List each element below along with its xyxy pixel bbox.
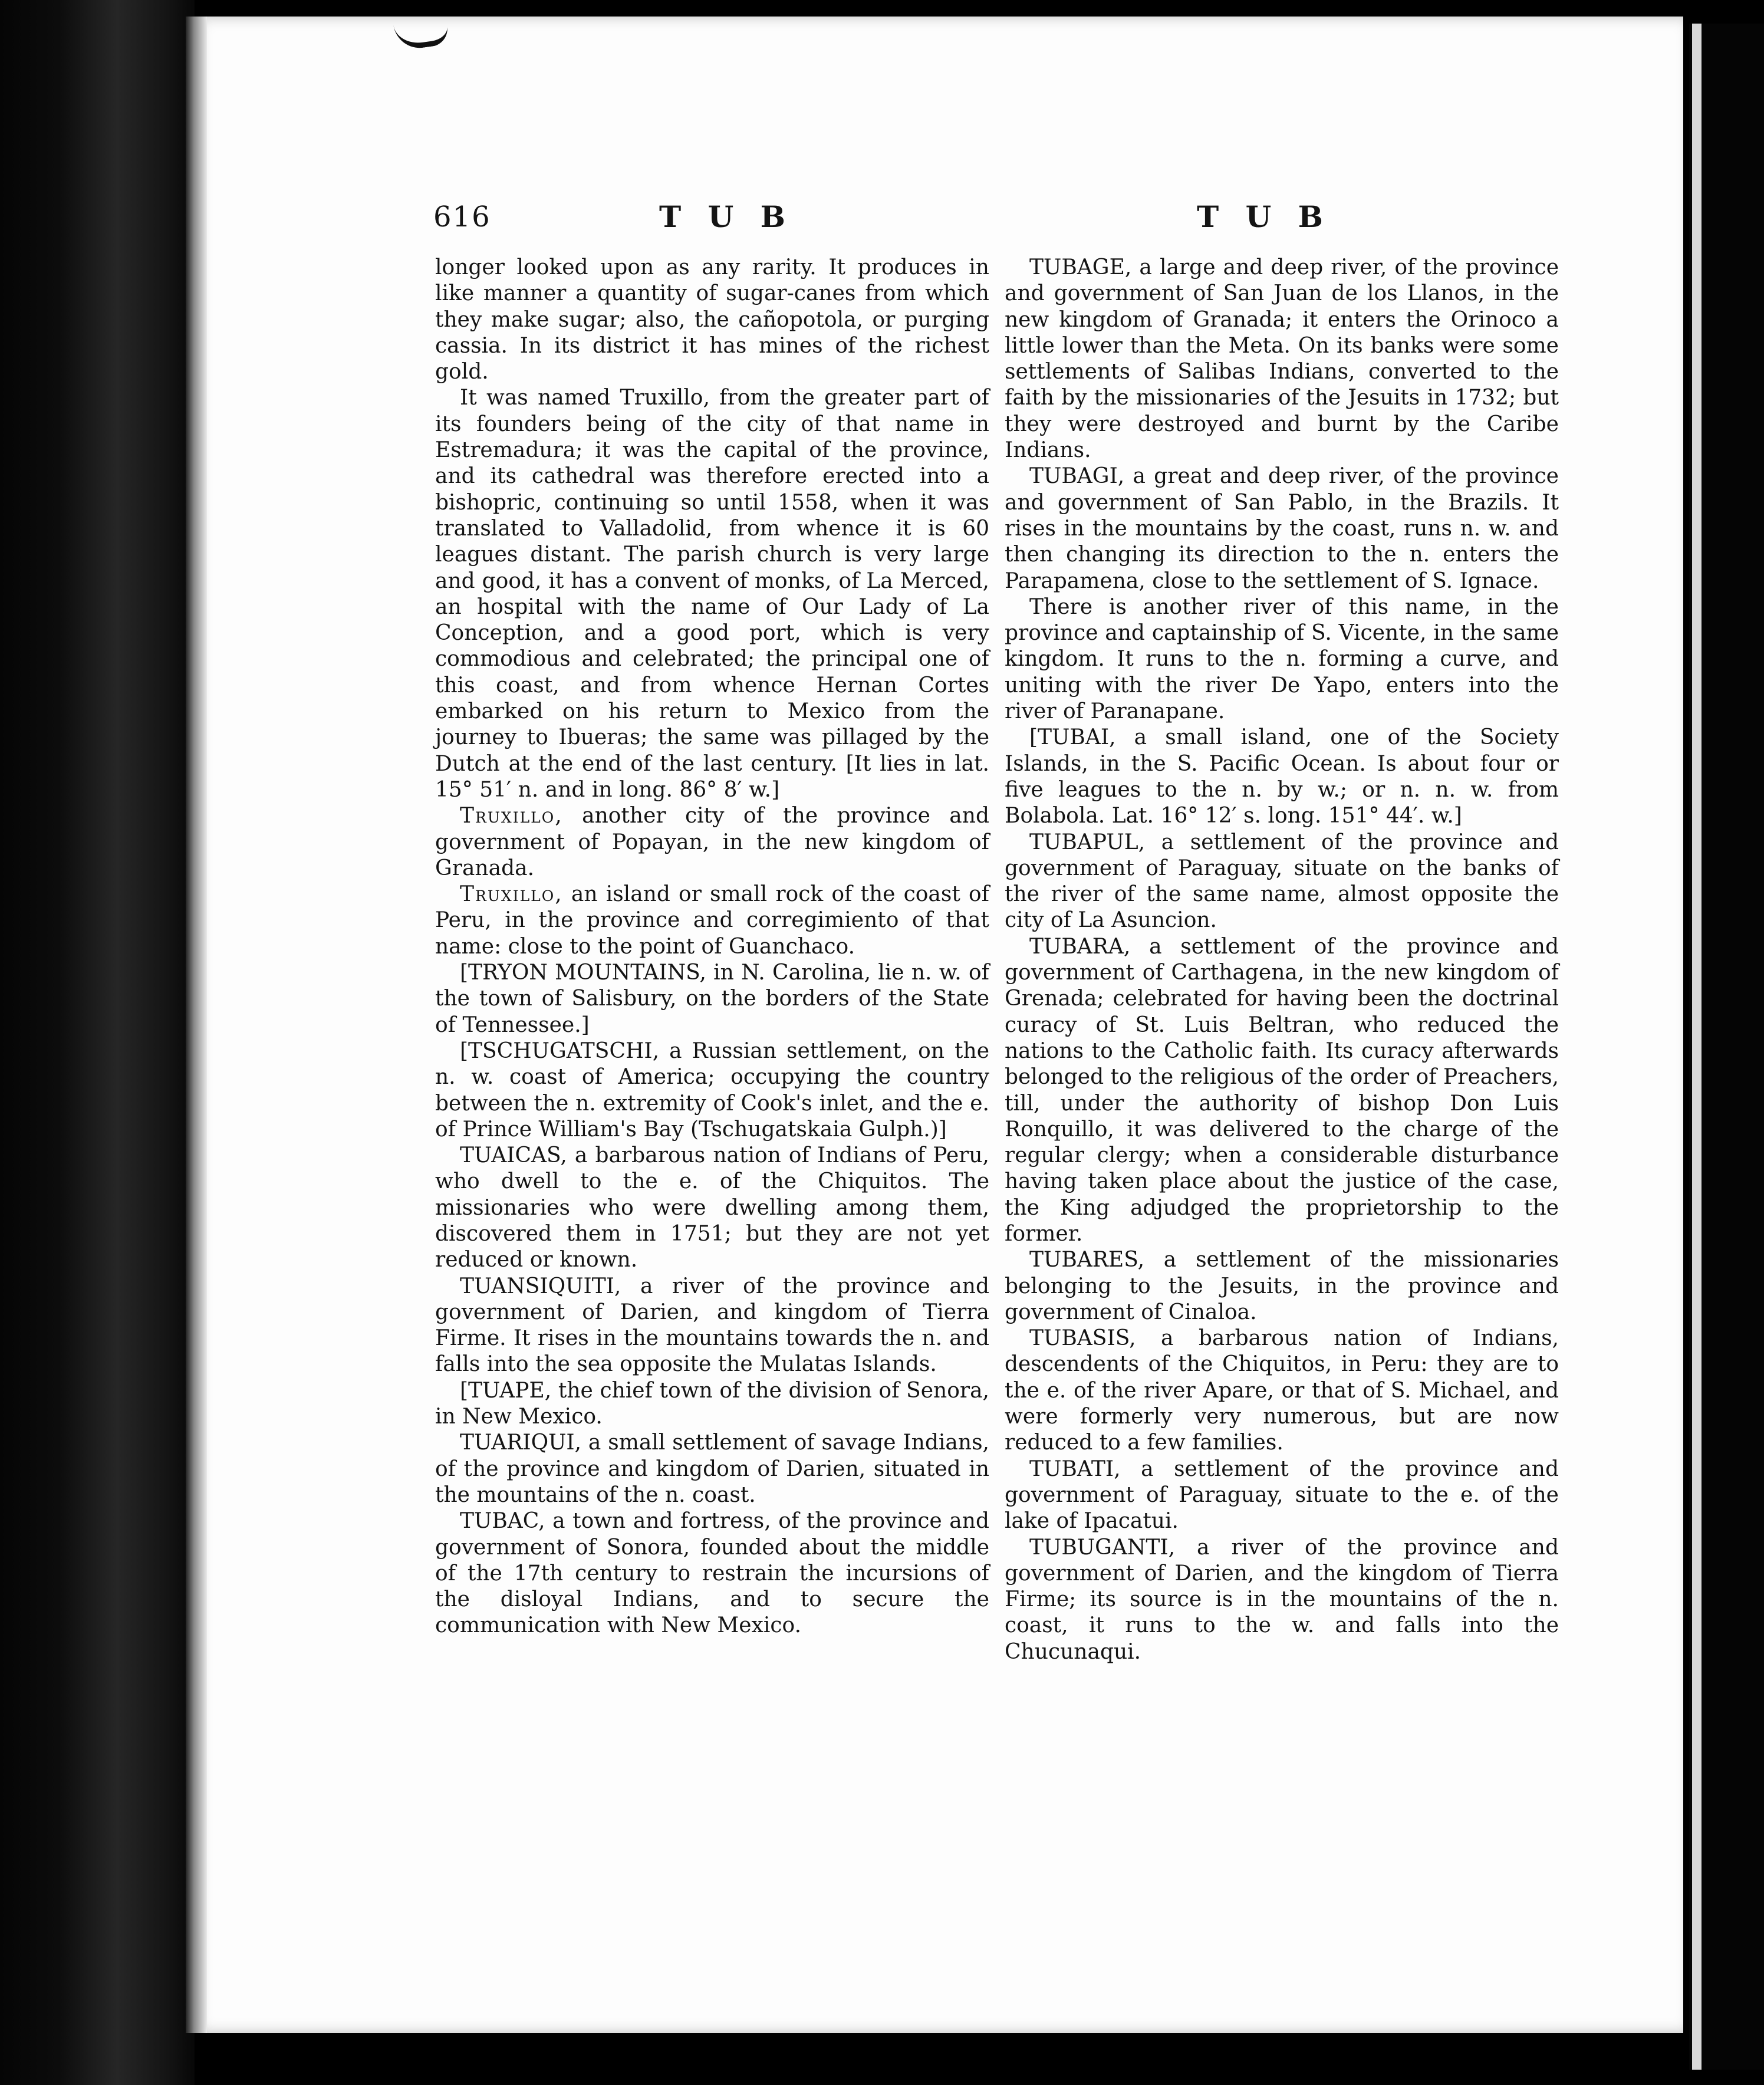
entry-text: an island or small rock of the coast of Peru, in the province and corregimiento of that name: close to the point of Guanchaco.: [435, 882, 989, 959]
entry-paragraph: [1005, 1247, 1559, 1326]
entry-text: TUAICAS, a barbarous nation of Indians of Peru, who dwell to the e. of the Chiquitos. The missionaries who were dwelling among them, discovered them in 1751; but they are not yet reduced or known.: [435, 1143, 989, 1272]
entry-text: [TSCHUGATSCHI, a Russian settlement, on the n. w. coast of America; occupying the country between the n. extremity of Cook's inlet, and the e. of Prince William's Bay (Tschugatskaia Gulph.)]: [435, 1038, 989, 1142]
entry-paragraph: [1005, 725, 1559, 829]
running-header: [0, 199, 1764, 246]
entry-text: TUARIQUI, a small settlement of savage Indians, of the province and kingdom of Darien, situated in the mountains of the n. coast.: [435, 1430, 989, 1507]
entry-text: [TRYON MOUNTAINS, in N. Carolina, lie n. w. of the town of Salisbury, on the borders of the State of Tennessee.]: [435, 961, 989, 1037]
running-head-right: T U B: [1197, 199, 1331, 234]
entry-text: TUBARES, a settlement of the missionaries belonging to the Jesuits, in the province and government of Cinaloa.: [1005, 1248, 1559, 1324]
entry-paragraph: [1005, 1535, 1559, 1665]
entry-paragraph: [435, 1430, 989, 1508]
entry-paragraph: [1005, 1456, 1559, 1535]
entry-paragraph: [435, 1508, 989, 1639]
entry-paragraph: [435, 1274, 989, 1378]
entry-paragraph: [435, 255, 989, 385]
entry-text: TUBUGANTI, a river of the province and government of Darien, and the kingdom of Tierra Firme; its source is in the mountains of the n. coast, it runs to the w. and falls into the Chucunaqui.: [1005, 1535, 1559, 1664]
entry-paragraph: [435, 1378, 989, 1430]
entry-text: TUANSIQUITI, a river of the province and government of Darien, and kingdom of Tierra Firme. It rises in the mountains towards the n. and falls into the sea opposite the Mulatas Islands.: [435, 1274, 989, 1377]
entry-headword: Truxillo,: [460, 804, 563, 828]
page-number: 616: [433, 200, 491, 234]
entry-paragraph: [1005, 830, 1559, 934]
entry-paragraph: [435, 1038, 989, 1143]
entry-text: TUBAPUL, a settlement of the province and government of Paraguay, situate on the banks of the river of the same name, almost opposite the city of La Asuncion.: [1005, 830, 1559, 933]
entry-paragraph: [1005, 1326, 1559, 1456]
entry-paragraph: [435, 803, 989, 882]
entry-paragraph: [1005, 594, 1559, 725]
entry-text: TUBARA, a settlement of the province and government of Carthagena, in the new kingdom of Grenada; celebrated for having been the doctrinal curacy of St. Luis Beltran, who reduced the nations to the Catholic faith. Its curacy afterwards belonged to the religious of the order of Preachers, till, under the authority of bishop Don Luis Ronquillo, it was delivered to the charge of the regular clergy; when a considerable disturbance having taken place about the justice of the case, the King adjudged the proprietorship to the former.: [1005, 934, 1559, 1246]
entry-paragraph: [435, 960, 989, 1038]
entry-text: longer looked upon as any rarity. It produces in like manner a quantity of sugar-canes from which they make sugar; also, the cañopotola, or purging cassia. In its district it has mines of the richest gold.: [435, 255, 989, 384]
next-page-sliver: [1692, 24, 1702, 2070]
entry-text: There is another river of this name, in the province and captainship of S. Vicente, in the same kingdom. It runs to the n. forming a curve, and uniting with the river De Yapo, enters into the river of Paranapane.: [1005, 594, 1559, 724]
entry-paragraph: [435, 1143, 989, 1273]
entry-text: TUBAC, a town and fortress, of the province and government of Sonora, founded about the middle of the 17th century to restrain the incursions of the disloyal Indians, and to secure the communication with New Mexico.: [435, 1509, 989, 1638]
entry-paragraph: [1005, 463, 1559, 594]
entry-text: another city of the province and government of Popayan, in the new kingdom of Granada.: [435, 804, 989, 880]
entry-paragraph: [1005, 255, 1559, 463]
entry-text: TUBAGE, a large and deep river, of the province and government of San Juan de los Llanos, in the new kingdom of Granada; it enters the Orinoco a little lower than the Meta. On its banks were some settlements of Salibas Indians, converted to the faith by the missionaries of the Jesuits in 1732; but they were destroyed and burnt by the Caribe Indians.: [1005, 255, 1559, 463]
entry-paragraph: [1005, 934, 1559, 1248]
left-column: [435, 255, 989, 1639]
entry-paragraph: [435, 882, 989, 960]
running-head-left: T U B: [659, 199, 794, 234]
entry-headword: Truxillo,: [460, 882, 563, 907]
entry-text: It was named Truxillo, from the greater part of its founders being of the city of that name in Estremadura; it was the capital of the province, and its cathedral was therefore erected into a bishopric, continuing so until 1558, when it was translated to Valladolid, from whence it is 60 leagues distant. The parish church is very large and good, it has a convent of monks, of La Merced, an hospital with the name of Our Lady of La Conception, and a good port, which is very commodious and celebrated; the principal one of this coast, and from whence Hernan Cortes embarked on his return to Mexico from the journey to Ibueras; the same was pillaged by the Dutch at the end of the last century. [It lies in lat. 15° 51′ n. and in long. 86° 8′ w.]: [435, 386, 989, 802]
entry-text: TUBASIS, a barbarous nation of Indians, descendents of the Chiquitos, in Peru: they are to the e. of the river Apare, or that of S. Michael, and were formerly very numerous, but are now reduced to a few families.: [1005, 1326, 1559, 1455]
entry-text: TUBATI, a settlement of the province and government of Paraguay, situate to the e. of the lake of Ipacatui.: [1005, 1456, 1559, 1534]
entry-text: [TUBAI, a small island, one of the Society Islands, in the S. Pacific Ocean. Is about four or five leagues to the n. by w.; or n. n. w. from Bolabola. Lat. 16° 12′ s. long. 151° 44′. w.]: [1005, 725, 1559, 828]
entry-paragraph: [435, 385, 989, 803]
right-column: [1005, 255, 1559, 1665]
entry-text: TUBAGI, a great and deep river, of the province and government of San Pablo, in the Brazils. It rises in the mountains by the coast, runs n. w. and then changing its direction to the n. enters the Parapamena, close to the settlement of S. Ignace.: [1005, 464, 1559, 593]
entry-text: [TUAPE, the chief town of the division of Senora, in New Mexico.: [435, 1378, 989, 1429]
book-spine-shadow: [0, 0, 195, 2085]
